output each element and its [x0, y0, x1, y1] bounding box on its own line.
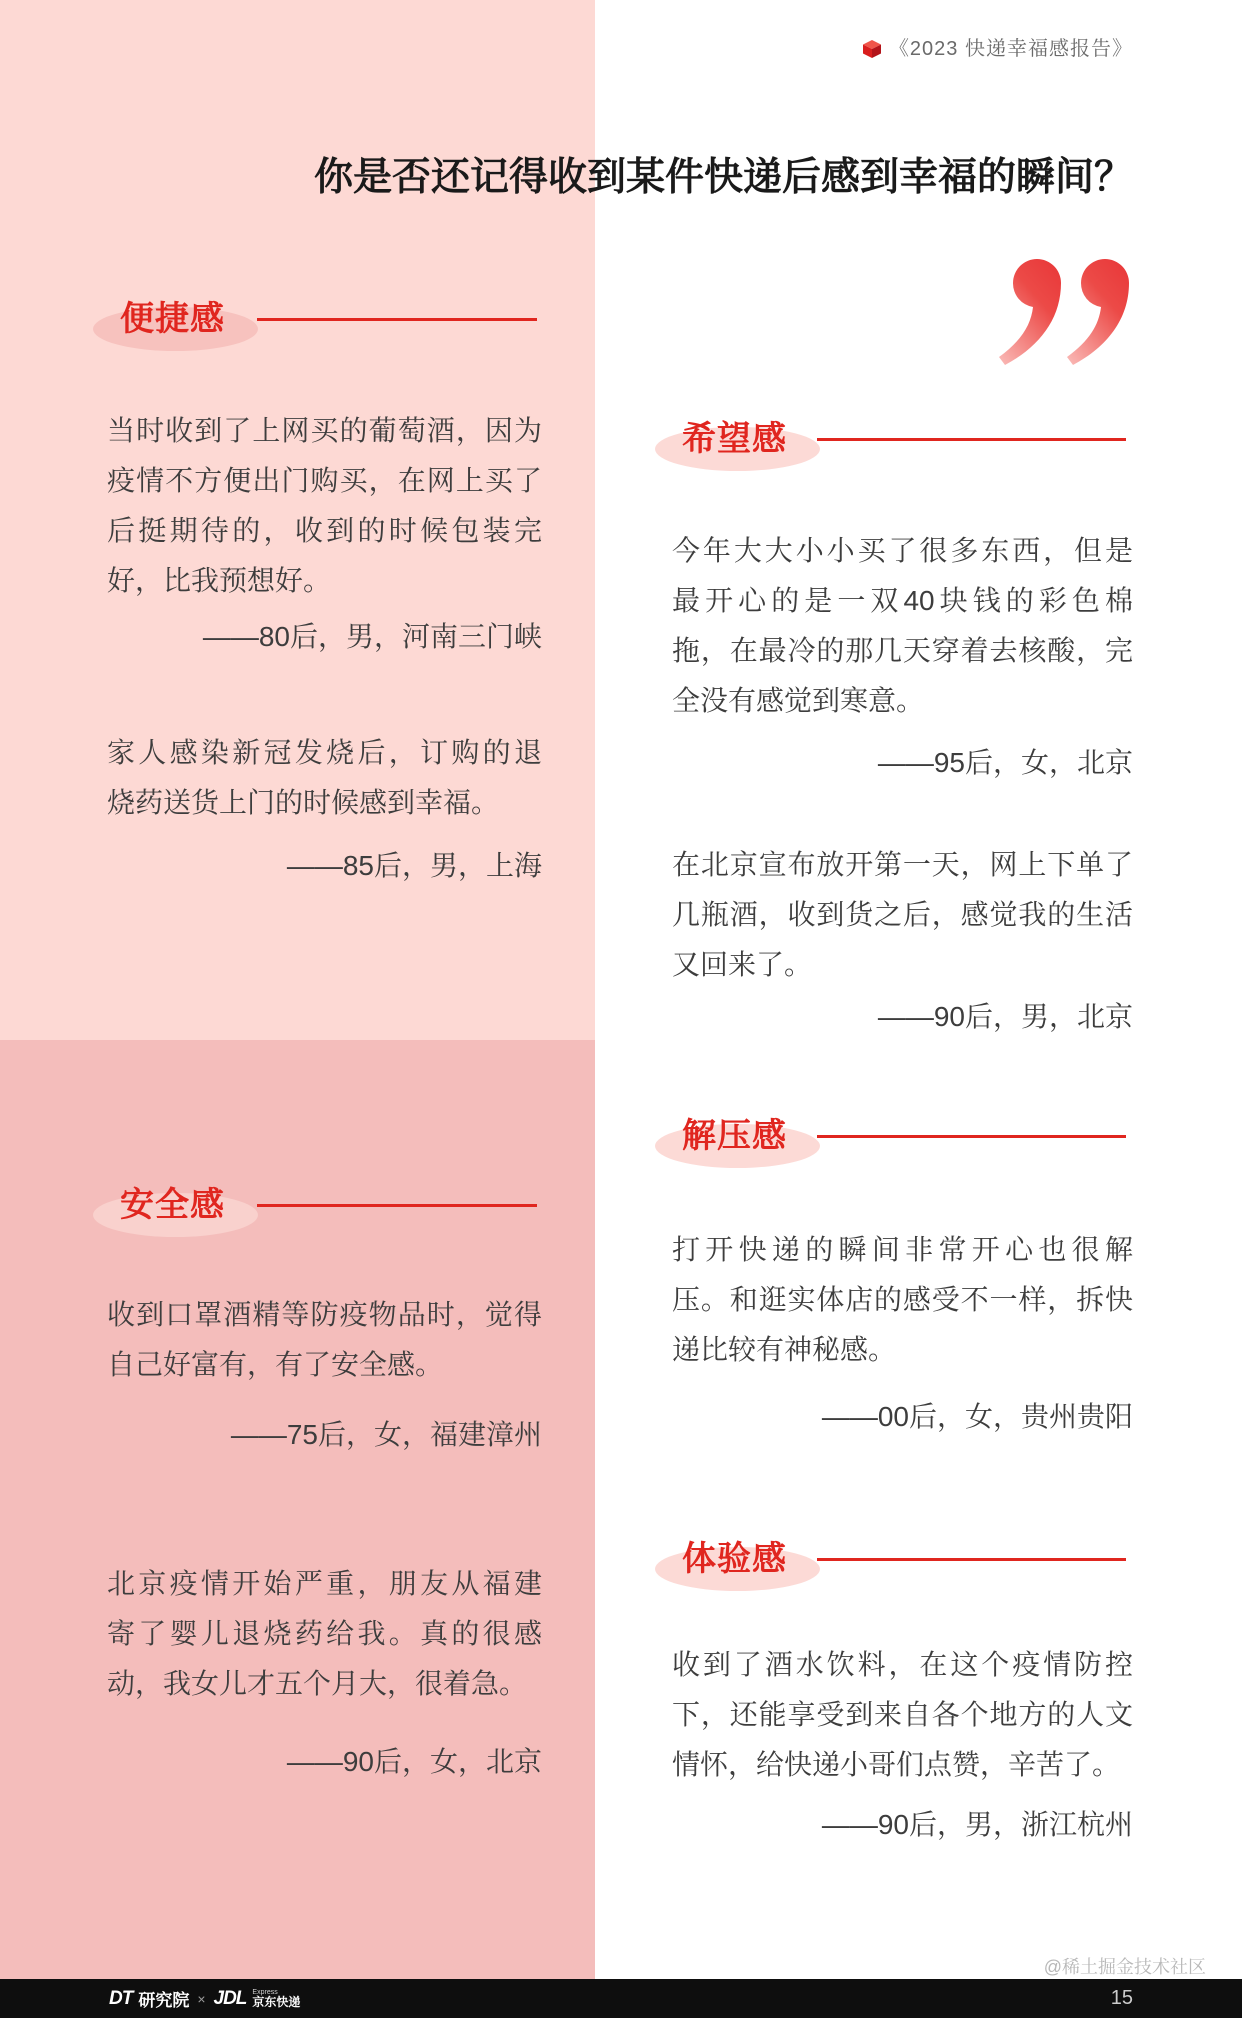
quote-line: 好，比我预想好。	[107, 565, 332, 596]
section-heading-relief	[655, 1111, 1126, 1161]
section-rule	[817, 1135, 1126, 1138]
quote-line: 收到了酒水饮料，在这个疫情防控	[672, 1649, 1133, 1680]
quote-line: 烧药送货上门的时候感到幸福。	[107, 787, 500, 818]
quote-line: 下，还能享受到来自各个地方的人文	[672, 1699, 1133, 1730]
section-label: 希望感	[682, 420, 787, 458]
quote-line: 自己好富有，有了安全感。	[107, 1349, 444, 1380]
quote-line: 最开心的是一双40块钱的彩色棉	[672, 585, 1133, 616]
quote-attribution: ——00后，女，贵州贵阳	[821, 1401, 1133, 1432]
report-header	[862, 36, 1133, 62]
quote-text	[107, 406, 542, 606]
section-heading-hope	[655, 414, 1126, 464]
section-rule	[817, 1558, 1126, 1561]
quote-line: 拖，在最冷的那几天穿着去核酸，完	[672, 635, 1133, 666]
footer-brand-logos	[109, 1979, 300, 2018]
jdl-logo: JDL	[213, 1987, 247, 2009]
quote-attribution: ——90后，女，北京	[286, 1746, 542, 1777]
jdl-name-stack	[252, 1989, 300, 2008]
quote-line: 在北京宣布放开第一天，网上下单了	[672, 849, 1133, 880]
section-label: 解压感	[682, 1117, 787, 1155]
section-heading-safety	[93, 1180, 537, 1230]
closing-quote-icon	[997, 257, 1133, 369]
quote-line: 收到口罩酒精等防疫物品时，觉得	[107, 1299, 542, 1330]
section-rule	[257, 318, 537, 321]
quote-line: 打开快递的瞬间非常开心也很解	[672, 1234, 1133, 1265]
quote-text	[672, 840, 1133, 990]
quote-attribution: ——90后，男，浙江杭州	[821, 1809, 1133, 1840]
quote-text	[107, 1559, 542, 1709]
cube-icon	[862, 39, 882, 59]
jdl-express: Express	[252, 1989, 278, 1996]
page-title: 你是否还记得收到某件快递后感到幸福的瞬间？	[313, 156, 1133, 199]
page-footer	[0, 1979, 1242, 2018]
quote-line: 递比较有神秘感。	[672, 1334, 897, 1365]
report-title: 《2023 快递幸福感报告》	[888, 38, 1133, 60]
quote-line: 家人感染新冠发烧后，订购的退	[107, 737, 542, 768]
dt-logo: DT	[109, 1987, 133, 2009]
section-label: 便捷感	[120, 300, 225, 338]
quote-line: 后挺期待的，收到的时候包装完	[107, 515, 542, 546]
quote-line: 动，我女儿才五个月大，很着急。	[107, 1668, 528, 1699]
quote-text	[672, 1640, 1133, 1790]
quote-line: 北京疫情开始严重，朋友从福建	[107, 1568, 542, 1599]
page-number: 15	[1110, 1987, 1133, 2009]
quote-attribution: ——95后，女，北京	[877, 747, 1133, 778]
quote-line: 今年大大小小买了很多东西，但是	[672, 535, 1133, 566]
quote-line: 全没有感觉到寒意。	[672, 685, 925, 716]
quote-text	[672, 526, 1133, 726]
section-rule	[257, 1204, 537, 1207]
quote-attribution: ——90后，男，北京	[877, 1001, 1133, 1032]
section-heading-experience	[655, 1534, 1126, 1584]
quote-line: 压。和逛实体店的感受不一样，拆快	[672, 1284, 1133, 1315]
section-heading-convenience	[93, 294, 537, 344]
quote-line: 又回来了。	[672, 949, 813, 980]
quote-attribution: ——75后，女，福建漳州	[230, 1419, 542, 1450]
dt-name: 研究院	[138, 1991, 190, 2010]
quote-line: 疫情不方便出门购买，在网上买了	[107, 465, 542, 496]
watermark: @稀土掘金技术社区	[1043, 1957, 1206, 1977]
brand-separator: ×	[197, 1990, 206, 2007]
quote-text	[672, 1225, 1133, 1375]
quote-line: 情怀，给快递小哥们点赞，辛苦了。	[672, 1749, 1121, 1780]
quote-line: 几瓶酒，收到货之后，感觉我的生活	[672, 899, 1133, 930]
section-rule	[817, 438, 1126, 441]
quote-text	[107, 1290, 542, 1390]
section-label: 体验感	[682, 1540, 787, 1578]
quote-line: 当时收到了上网买的葡萄酒，因为	[107, 415, 542, 446]
section-label: 安全感	[120, 1186, 225, 1224]
quote-text	[107, 728, 542, 828]
quote-attribution: ——80后，男，河南三门峡	[202, 621, 542, 652]
jdl-name: 京东快递	[252, 1995, 301, 2009]
quote-line: 寄了婴儿退烧药给我。真的很感	[107, 1618, 542, 1649]
quote-attribution: ——85后，男，上海	[286, 850, 542, 881]
